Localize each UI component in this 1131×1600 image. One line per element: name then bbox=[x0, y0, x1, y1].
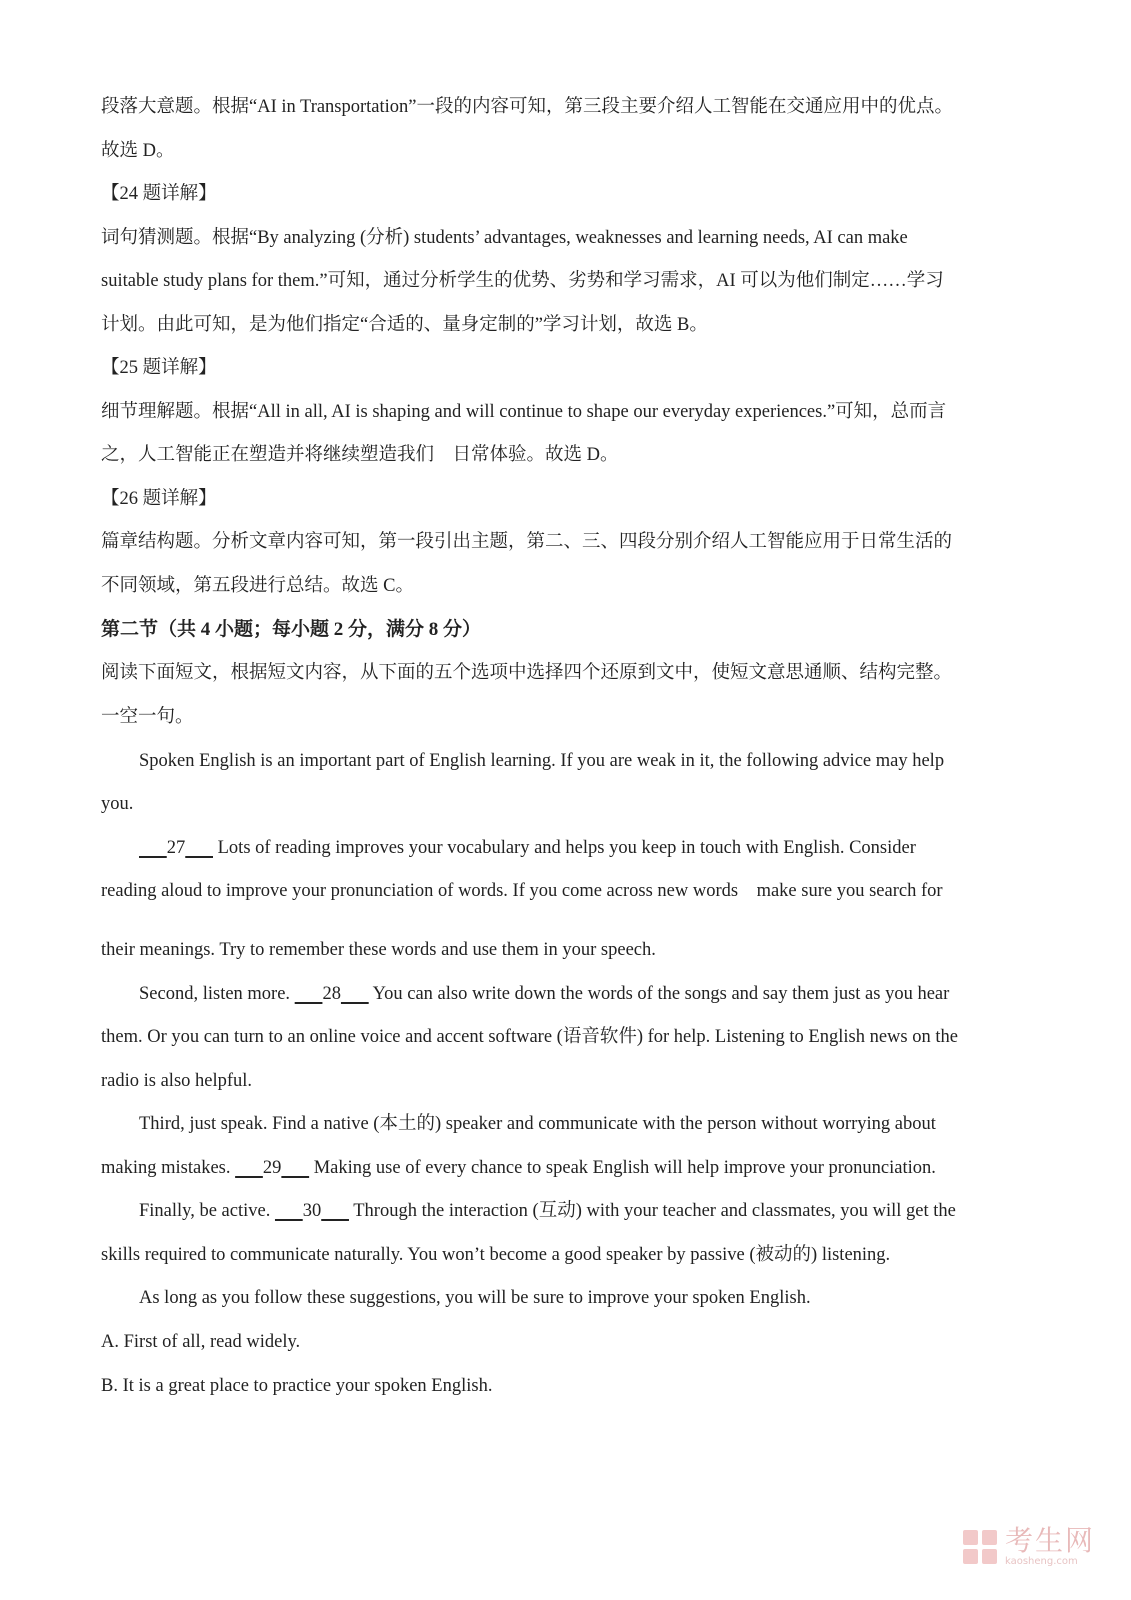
text-line: 计划。由此可知，是为他们指定“合适的、量身定制的”学习计划，故选 B。 bbox=[101, 315, 708, 335]
blank-29[interactable] bbox=[235, 1156, 309, 1180]
passage-text: making mistakes. bbox=[101, 1158, 236, 1178]
passage-text: Finally, be active. bbox=[139, 1201, 275, 1221]
blank-number: 30 bbox=[302, 1201, 322, 1221]
passage-line bbox=[139, 836, 916, 860]
watermark bbox=[963, 1526, 1095, 1568]
passage-text: You can also write down the words of the songs and say them just as you hear bbox=[368, 984, 950, 1004]
passage-line: radio is also helpful. bbox=[101, 1071, 253, 1091]
question-heading-25: 【25 题详解】 bbox=[101, 358, 217, 378]
text-line: suitable study plans for them.”可知，通过分析学生的优势、劣势和学习需求，AI 可以为他们制定……学习 bbox=[101, 271, 944, 291]
watermark-name: 考生网 bbox=[1004, 1524, 1095, 1557]
passage-line: skills required to communicate naturally. You won’t become a good speaker by passive (被动的) listening. bbox=[101, 1245, 891, 1265]
blank-number: 28 bbox=[322, 984, 341, 1004]
instruction-line: 一空一句。 bbox=[101, 707, 194, 727]
question-heading-24: 【24 题详解】 bbox=[101, 184, 217, 204]
section-heading: 第二节（共 4 小题；每小题 2 分，满分 8 分） bbox=[101, 619, 482, 640]
question-heading-26: 【26 题详解】 bbox=[101, 489, 217, 509]
passage-line: you. bbox=[101, 794, 134, 814]
passage-line bbox=[139, 982, 949, 1006]
passage-line: them. Or you can turn to an online voice and accent software (语音软件) for help. Listening to English news on the bbox=[101, 1027, 958, 1047]
passage-line bbox=[139, 1199, 956, 1223]
passage-text: Second, listen more. bbox=[139, 984, 295, 1004]
option-a: A. First of all, read widely. bbox=[101, 1332, 301, 1352]
text-line: 之，人工智能正在塑造并将继续塑造我们 日常体验。故选 D。 bbox=[101, 445, 619, 465]
passage-text: Making use of every chance to speak English will help improve your pronunciation. bbox=[309, 1158, 936, 1178]
watermark-logo-icon bbox=[963, 1530, 997, 1564]
text-line: 不同领域，第五段进行总结。故选 C。 bbox=[101, 576, 414, 596]
text-line: 篇章结构题。分析文章内容可知，第一段引出主题，第二、三、四段分别介绍人工智能应用于日常生活的 bbox=[101, 532, 953, 552]
blank-27[interactable] bbox=[139, 836, 213, 860]
passage-line: As long as you follow these suggestions, you will be sure to improve your spoken English. bbox=[139, 1288, 811, 1308]
passage-line: Third, just speak. Find a native (本土的) speaker and communicate with the person without worrying about bbox=[139, 1114, 936, 1134]
passage-text: Through the interaction (互动) with your teacher and classmates, you will get the bbox=[348, 1201, 956, 1221]
instruction-line: 阅读下面短文，根据短文内容，从下面的五个选项中选择四个还原到文中，使短文意思通顺、结构完整。 bbox=[101, 663, 953, 683]
text-line: 词句猜测题。根据“By analyzing (分析) students’ advantages, weaknesses and learning needs, AI can make bbox=[101, 228, 908, 248]
text-line: 段落大意题。根据“AI in Transportation”一段的内容可知，第三段主要介绍人工智能在交通应用中的优点。 bbox=[101, 97, 954, 117]
passage-line: reading aloud to improve your pronunciation of words. If you come across new words make sure you search for bbox=[101, 881, 943, 901]
blank-number: 27 bbox=[166, 838, 186, 858]
watermark-url: kaosheng.com bbox=[1004, 1556, 1078, 1567]
text-line: 故选 D。 bbox=[101, 141, 175, 161]
text-line: 细节理解题。根据“All in all, AI is shaping and will continue to shape our everyday experiences.”可知，总而言 bbox=[101, 402, 947, 422]
blank-28[interactable] bbox=[295, 982, 369, 1006]
blank-number: 29 bbox=[262, 1158, 282, 1178]
passage-line bbox=[101, 1156, 936, 1180]
passage-line: their meanings. Try to remember these words and use them in your speech. bbox=[101, 940, 656, 960]
blank-30[interactable] bbox=[275, 1199, 349, 1223]
passage-text: Lots of reading improves your vocabulary and helps you keep in touch with English. Consider bbox=[213, 838, 916, 858]
passage-line: Spoken English is an important part of English learning. If you are weak in it, the following advice may help bbox=[139, 751, 945, 771]
option-b: B. It is a great place to practice your spoken English. bbox=[101, 1376, 493, 1396]
